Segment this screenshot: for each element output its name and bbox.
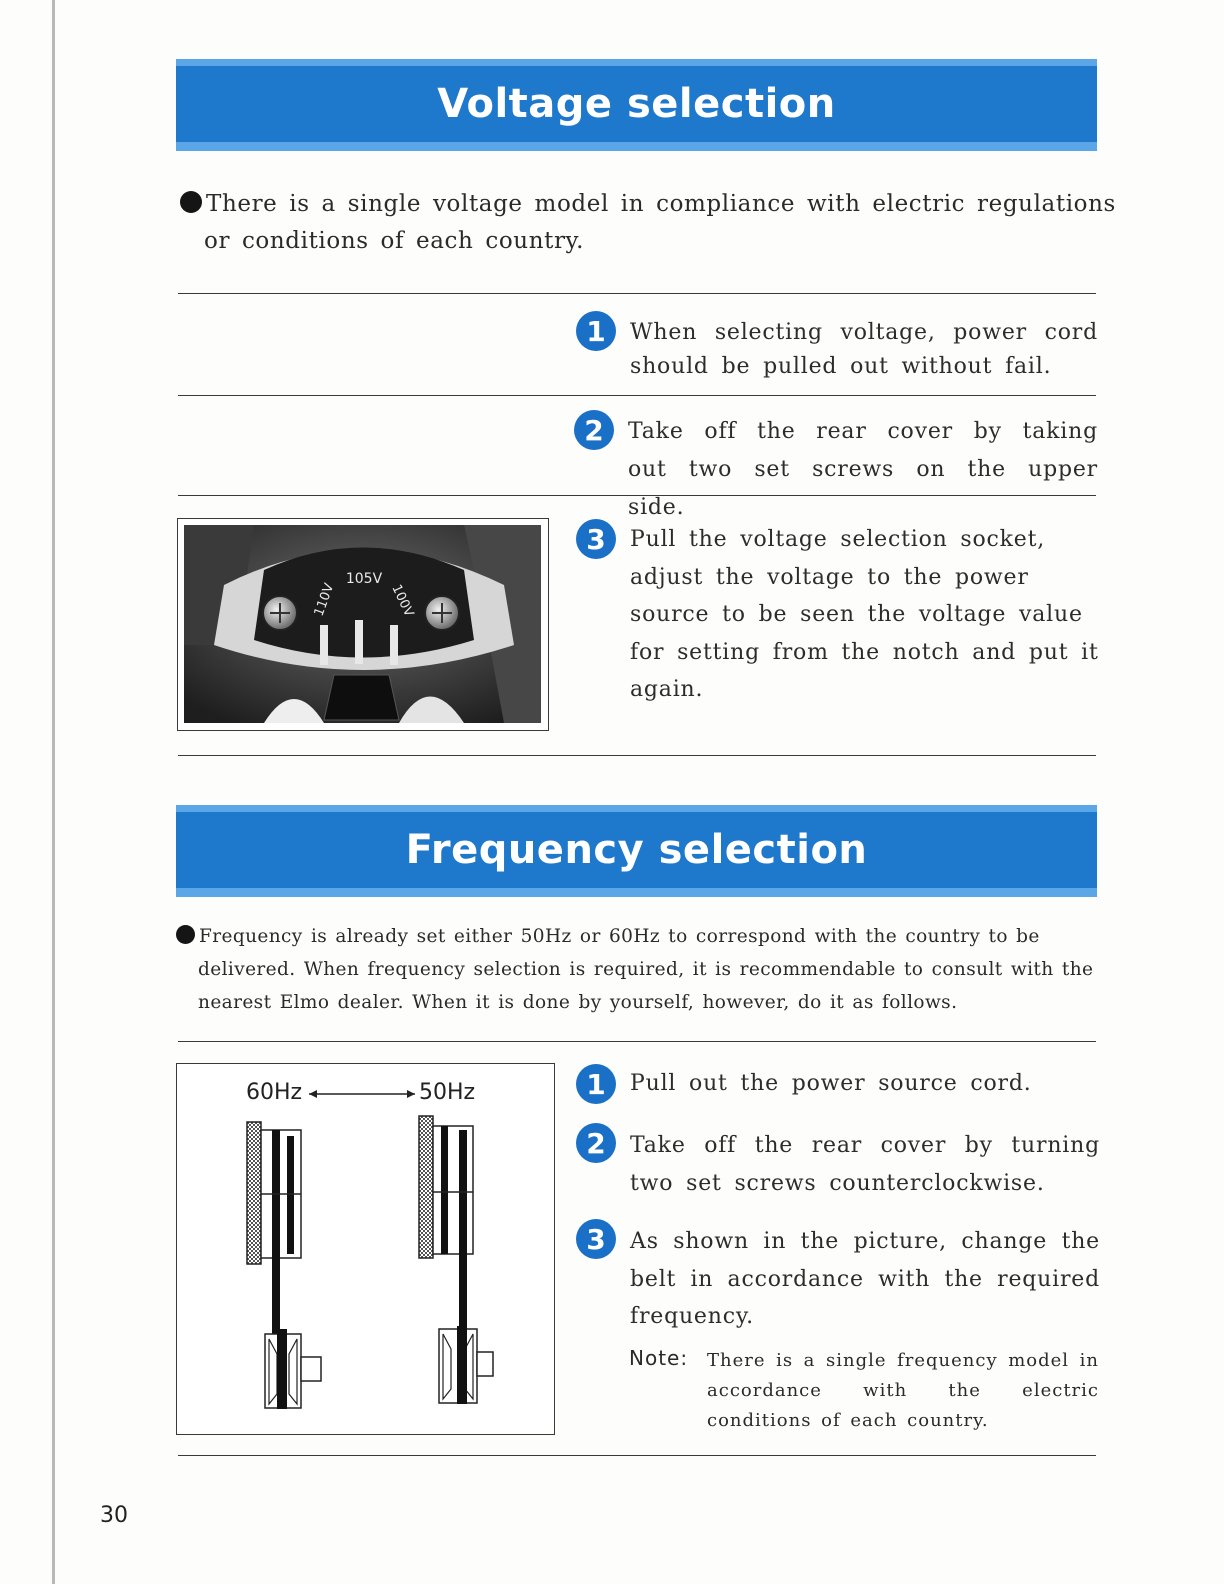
frequency-selection-banner	[176, 805, 1097, 897]
frequency-selection-title: Frequency selection	[405, 827, 868, 873]
frequency-step-2: Take off the rear cover by turning two set screws counterclockwise.	[630, 1133, 1100, 1196]
label-60hz: 60Hz	[246, 1080, 303, 1105]
divider	[178, 1455, 1096, 1456]
socket-label-center: 105V	[345, 571, 383, 587]
step-number-icon: 1	[576, 311, 616, 351]
step-number-icon: 2	[576, 1123, 616, 1163]
voltage-step-3: Pull the voltage selection socket, adjust the voltage to the power source to be seen the voltage value for setting from the notch and put it again.	[630, 527, 1099, 702]
voltage-step-2: Take off the rear cover by taking out two set screws on the upper side.	[628, 419, 1098, 520]
frequency-step-1: Pull out the power source cord.	[630, 1071, 1032, 1096]
step-number-icon: 3	[576, 1219, 616, 1259]
belt-change-diagram	[176, 1063, 555, 1435]
socket-label-right: 100V	[388, 582, 417, 620]
step-number-icon: 2	[574, 410, 614, 450]
voltage-socket-illustration	[184, 525, 541, 723]
belt-pulley-drawing	[177, 1064, 553, 1433]
frequency-intro: Frequency is already set either 50Hz or 60Hz to correspond with the country to be delivered. When frequency selection is required, it is recommendable to consult with the nearest Elmo dealer. When it is done by yourself, however, do it as follows.	[176, 920, 1128, 1019]
frequency-step-3: As shown in the picture, change the belt in accordance with the required frequency.	[630, 1229, 1100, 1329]
page-number: 30	[100, 1503, 128, 1528]
voltage-step-1: When selecting voltage, power cord should be pulled out without fail.	[630, 320, 1098, 379]
divider	[178, 495, 1096, 496]
divider	[178, 395, 1096, 396]
bullet-icon	[180, 191, 202, 213]
voltage-intro: There is a single voltage model in compliance with electric regulations or conditions of each country.	[180, 186, 1129, 260]
divider	[178, 1041, 1096, 1042]
step-number-icon: 1	[576, 1064, 616, 1104]
note-label: Note:	[629, 1346, 689, 1370]
bullet-icon	[176, 925, 195, 944]
voltage-selection-banner	[176, 59, 1097, 151]
page-binding-edge	[52, 0, 55, 1584]
label-50hz: 50Hz	[419, 1080, 476, 1105]
socket-label-left: 110V	[311, 581, 338, 619]
divider	[178, 755, 1096, 756]
voltage-selection-title: Voltage selection	[437, 81, 836, 127]
step-number-icon: 3	[576, 519, 616, 559]
divider	[178, 293, 1096, 294]
note-text: There is a single frequency model in accordance with the electric conditions of each country.	[707, 1350, 1099, 1431]
voltage-socket-photo	[177, 518, 549, 731]
